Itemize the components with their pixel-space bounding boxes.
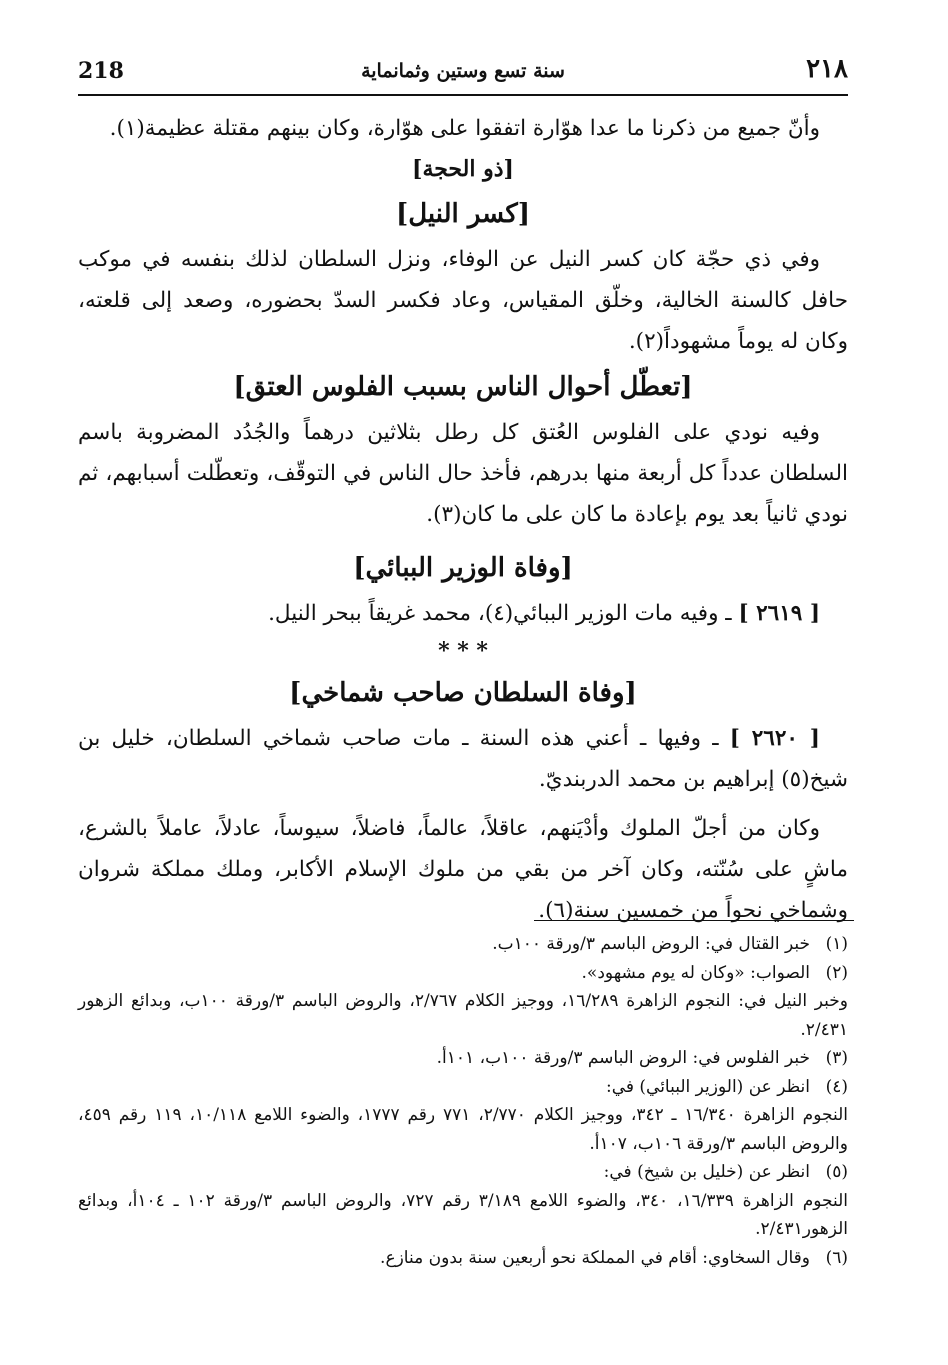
footnote-text: الصواب: «وكان له يوم مشهود». <box>581 962 810 983</box>
section-separator: * * * <box>438 638 488 664</box>
section-title-coins: [تعطّل أحوال الناس بسبب الفلوس العتق] <box>233 372 693 402</box>
footnote-text: خبر الفلوس في: الروض الباسم ٣/ورقة ١٠٠ب، ١٠١أ. <box>436 1048 810 1068</box>
entry-number: [ ٢٦٢٠ ] <box>729 726 820 751</box>
footnote-item <box>78 1101 848 1158</box>
footnote-number: (٣) <box>825 1048 848 1068</box>
footnote-number: (٥) <box>825 1162 848 1182</box>
paragraph-coins: وفيه نودي على الفلوس العُتق كل رطل بثلاثين درهماً والجُدُد المضروبة باسم السلطان عدداً كل أربعة منها بدرهم، فأخذ حال الناس في التوقّف، وتعطّلت أسبابهم، ثم نودي ثانياً بعد يوم بإعادة ما كان على ما كان(٣). <box>78 420 848 527</box>
footnote-item <box>78 1044 848 1073</box>
footnote-item <box>78 959 848 988</box>
footnote-number: (٢) <box>825 962 848 983</box>
footnote-item <box>78 1073 848 1102</box>
page-header <box>78 50 848 96</box>
section-title-nile: [كسر النيل] <box>395 199 531 229</box>
entry-text: ـ وفيها ـ أعني هذه السنة ـ مات صاحب شماخي السلطان، خليل بن شيخ(٥) إبراهيم بن محمد الدربنديّ. <box>78 726 848 792</box>
month-heading: [ذو الحجة] <box>412 156 514 182</box>
footnote-item <box>78 1158 848 1187</box>
footnote-item <box>78 1187 848 1244</box>
entry-text: ـ وفيه مات الوزير الببائي(٤)، محمد غريقاً ببحر النيل. <box>268 601 732 626</box>
page-number-latin: 218 <box>78 58 124 84</box>
footnote-text: النجوم الزاهرة ١٦/٣٤٠ ـ ٣٤٢، ووجيز الكلام ٢/٧٧٠، ٧٧١ رقم ١٧٧٧، والضوء اللامع ١٠/١١٨، ١١٩ رقم ٤٥٩، والروض الباسم ٣/ورقة ١٠٦ب، ١٠٧أ. <box>78 1105 848 1154</box>
footnote-item <box>78 987 848 1044</box>
intro-paragraph: وأنّ جميع من ذكرنا ما عدا هوّارة اتفقوا على هوّارة، وكان بينهم مقتلة عظيمة(١). <box>109 116 820 141</box>
footnote-text: انظر عن (خليل بن شيخ) في: <box>603 1162 810 1182</box>
footnote-item <box>78 1244 848 1273</box>
entry-vizier <box>78 593 848 634</box>
footnotes <box>78 930 848 1272</box>
section-title-sultan: [وفاة السلطان صاحب شماخي] <box>289 678 637 708</box>
paragraph-sultan-bio: وكان من أجلّ الملوك وأدْيَنهم، عاقلاً، عالماً، فاضلاً، سيوساً، عادلاً، عاملاً بالشرع، ماشٍ على سُنّته، وكان آخر من بقي من ملوك الإسلام الأكابر، وملك مملكة شروان وشماخي نحواً من خمسين سنة(٦). <box>78 816 848 923</box>
section-title-vizier: [وفاة الوزير الببائي] <box>353 553 573 583</box>
footnote-text: انظر عن (الوزير الببائي) في: <box>605 1076 810 1097</box>
entry-number: [ ٢٦١٩ ] <box>738 601 820 626</box>
footnote-text: خبر القتال في: الروض الباسم ٣/ورقة ١٠٠ب. <box>492 934 810 954</box>
footnote-item <box>78 930 848 959</box>
footnote-text: وخبر النيل في: النجوم الزاهرة ١٦/٢٨٩، ووجيز الكلام ٢/٧٦٧، والروض الباسم ٣/ورقة ١٠٠ب، وبدائع الزهور ٢/٤٣١. <box>78 991 848 1040</box>
footnote-number: (٤) <box>825 1076 848 1097</box>
paragraph-nile: وفي ذي حجّة كان كسر النيل عن الوفاء، ونزل السلطان لذلك بنفسه في موكب حافل كالسنة الخالية، وخلّق المقياس، وعاد فكسر السدّ بحضوره، وصعد إلى قلعته، وكان له يوماً مشهوداً(٢). <box>78 247 848 354</box>
footnote-number: (٦) <box>825 1247 848 1268</box>
footnote-text: وقال السخاوي: أقام في المملكة نحو أربعين سنة بدون منازع. <box>380 1247 810 1268</box>
main-text <box>78 108 848 931</box>
entry-sultan <box>78 718 848 800</box>
running-title: سنة تسع وستين وثمانماية <box>361 60 565 82</box>
footnote-number: (١) <box>825 934 848 954</box>
footnote-divider <box>534 920 854 921</box>
footnote-text: النجوم الزاهرة ١٦/٣٣٩، ٣٤٠، والضوء اللامع ٣/١٨٩ رقم ٧٢٧، والروض الباسم ٣/ورقة ١٠٢ ـ ١٠٤أ، وبدائع الزهور٢/٤٣١. <box>78 1190 849 1239</box>
page-number-arabic: ٢١٨ <box>806 54 848 84</box>
